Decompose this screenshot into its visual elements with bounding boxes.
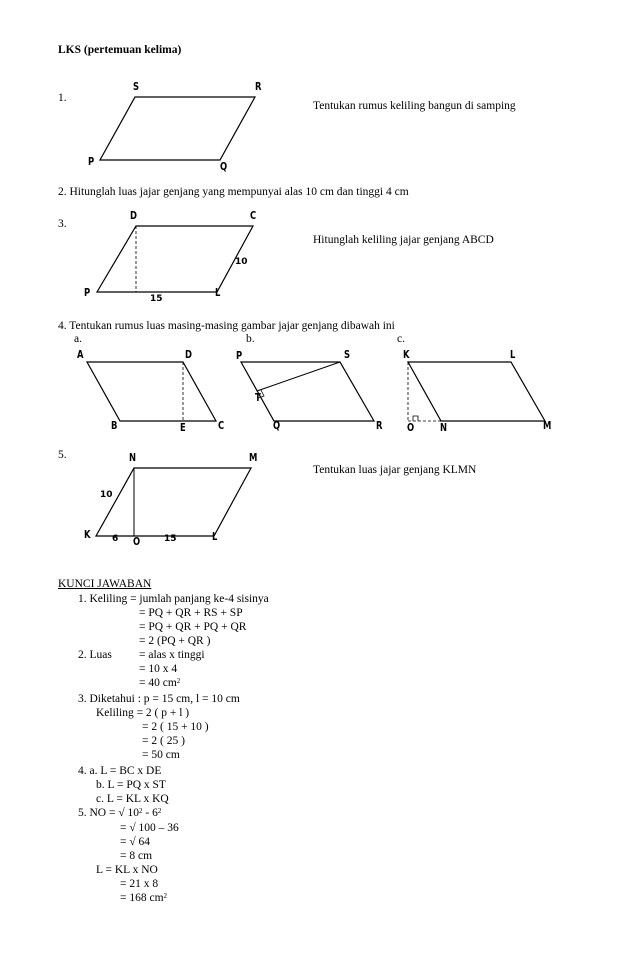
q4a-label-d: D bbox=[185, 349, 192, 361]
q3-label-l: L bbox=[215, 287, 221, 299]
q4b-label-r: R bbox=[376, 420, 383, 432]
a3-line-2: Keliling = 2 ( p + l ) bbox=[96, 707, 190, 719]
a5-l7-sup: 2 bbox=[163, 892, 168, 900]
q5-number: 5. bbox=[58, 449, 67, 461]
a5-line-7 bbox=[120, 891, 167, 905]
q3-label-c: C bbox=[250, 210, 257, 222]
q3-label-d: D bbox=[130, 210, 137, 222]
q4a-label-c: C bbox=[218, 420, 225, 432]
a2-sup: 2 bbox=[176, 677, 181, 685]
a5-line-4: = 8 cm bbox=[120, 850, 153, 862]
page-title: LKS (pertemuan kelima) bbox=[58, 44, 182, 56]
q4a-label-a: A bbox=[77, 349, 84, 361]
q3-label-p: P bbox=[84, 287, 91, 299]
q1-instruction: Tentukan rumus keliling bangun di samping bbox=[313, 100, 516, 112]
q3-instruction: Hitunglah keliling jajar genjang ABCD bbox=[313, 234, 494, 246]
q5-label-m: M bbox=[249, 452, 258, 464]
a5-l1-mid: - 6 bbox=[142, 807, 158, 819]
q4b-label-q: Q bbox=[273, 420, 281, 432]
q1-label-p: P bbox=[88, 156, 95, 168]
q5-instruction: Tentukan luas jajar genjang KLMN bbox=[313, 464, 477, 476]
q3-base-value: 15 bbox=[150, 294, 163, 304]
q5-six-value: 6 bbox=[112, 534, 119, 544]
q1-label-r: R bbox=[255, 81, 262, 93]
a5-line-1 bbox=[78, 806, 161, 820]
q3-number: 3. bbox=[58, 218, 67, 230]
a1-line-1: 1. Keliling = jumlah panjang ke-4 sisinya bbox=[78, 593, 269, 605]
a2-line-1: = alas x tinggi bbox=[139, 649, 205, 661]
q4b-label-t: T bbox=[255, 392, 261, 404]
q5-label-n: N bbox=[129, 452, 137, 464]
a1-line-2: = PQ + QR + RS + SP bbox=[139, 607, 243, 619]
a5-l1-sup: 2 bbox=[139, 807, 143, 815]
a2-prefix: 2. Luas bbox=[78, 649, 112, 661]
a5-line-6: = 21 x 8 bbox=[120, 878, 159, 890]
q4c-label-k: K bbox=[403, 349, 410, 361]
a4-line-c: c. L = KL x KQ bbox=[96, 793, 169, 805]
q1-label-q: Q bbox=[220, 161, 228, 173]
q4c-label-m: M bbox=[543, 420, 552, 432]
q4a-label-b: B bbox=[111, 420, 118, 432]
a5-l7-text: = 168 cm bbox=[120, 892, 164, 904]
a3-line-5: = 50 cm bbox=[142, 749, 180, 761]
q5-fifteen-value: 15 bbox=[164, 534, 177, 544]
q4b-tag: b. bbox=[246, 333, 255, 345]
answer-key-heading: KUNCI JAWABAN bbox=[58, 578, 152, 590]
q4c-label-n: N bbox=[440, 422, 448, 434]
q5-label-l: L bbox=[212, 531, 218, 543]
a3-line-1: 3. Diketahui : p = 15 cm, l = 10 cm bbox=[78, 693, 240, 705]
a4-line-b: b. L = PQ x ST bbox=[96, 779, 166, 791]
a2-line-3-text: = 40 cm bbox=[139, 677, 177, 689]
q4c-tag: c. bbox=[397, 333, 405, 345]
q5-label-o: O bbox=[133, 536, 141, 548]
a2-line-3 bbox=[139, 676, 180, 690]
a2-line-2: = 10 x 4 bbox=[139, 663, 178, 675]
a5-line-5: L = KL x NO bbox=[96, 864, 158, 876]
q4c-label-l: L bbox=[510, 349, 516, 361]
a1-line-3: = PQ + QR + PQ + QR bbox=[139, 621, 247, 633]
q1-label-s: S bbox=[133, 81, 140, 93]
a5-l1-prefix: 5. NO = √ 10 bbox=[78, 807, 140, 819]
a1-line-4: = 2 (PQ + QR ) bbox=[139, 635, 211, 647]
q2-text: 2. Hitunglah luas jajar genjang yang mempunyai alas 10 cm dan tinggi 4 cm bbox=[58, 186, 409, 198]
q5-label-k: K bbox=[84, 529, 91, 541]
q4c-label-o: O bbox=[407, 422, 415, 434]
a5-l1-sup2: 2 bbox=[157, 807, 162, 815]
a4-line-a: 4. a. L = BC x DE bbox=[78, 765, 162, 777]
q3-side-value: 10 bbox=[235, 257, 248, 267]
a5-line-3: = √ 64 bbox=[120, 836, 151, 848]
q4-text: 4. Tentukan rumus luas masing-masing gambar jajar genjang dibawah ini bbox=[58, 320, 395, 332]
q4b-label-s: S bbox=[344, 349, 351, 361]
a3-line-4: = 2 ( 25 ) bbox=[142, 735, 185, 747]
q4b-label-p: P bbox=[236, 350, 243, 362]
q4a-label-e: E bbox=[180, 422, 186, 434]
a5-line-2: = √ 100 – 36 bbox=[120, 822, 179, 834]
q1-number: 1. bbox=[58, 92, 67, 104]
q5-side-value: 10 bbox=[100, 490, 113, 500]
a3-line-3: = 2 ( 15 + 10 ) bbox=[142, 721, 209, 733]
q4a-tag: a. bbox=[74, 333, 82, 345]
